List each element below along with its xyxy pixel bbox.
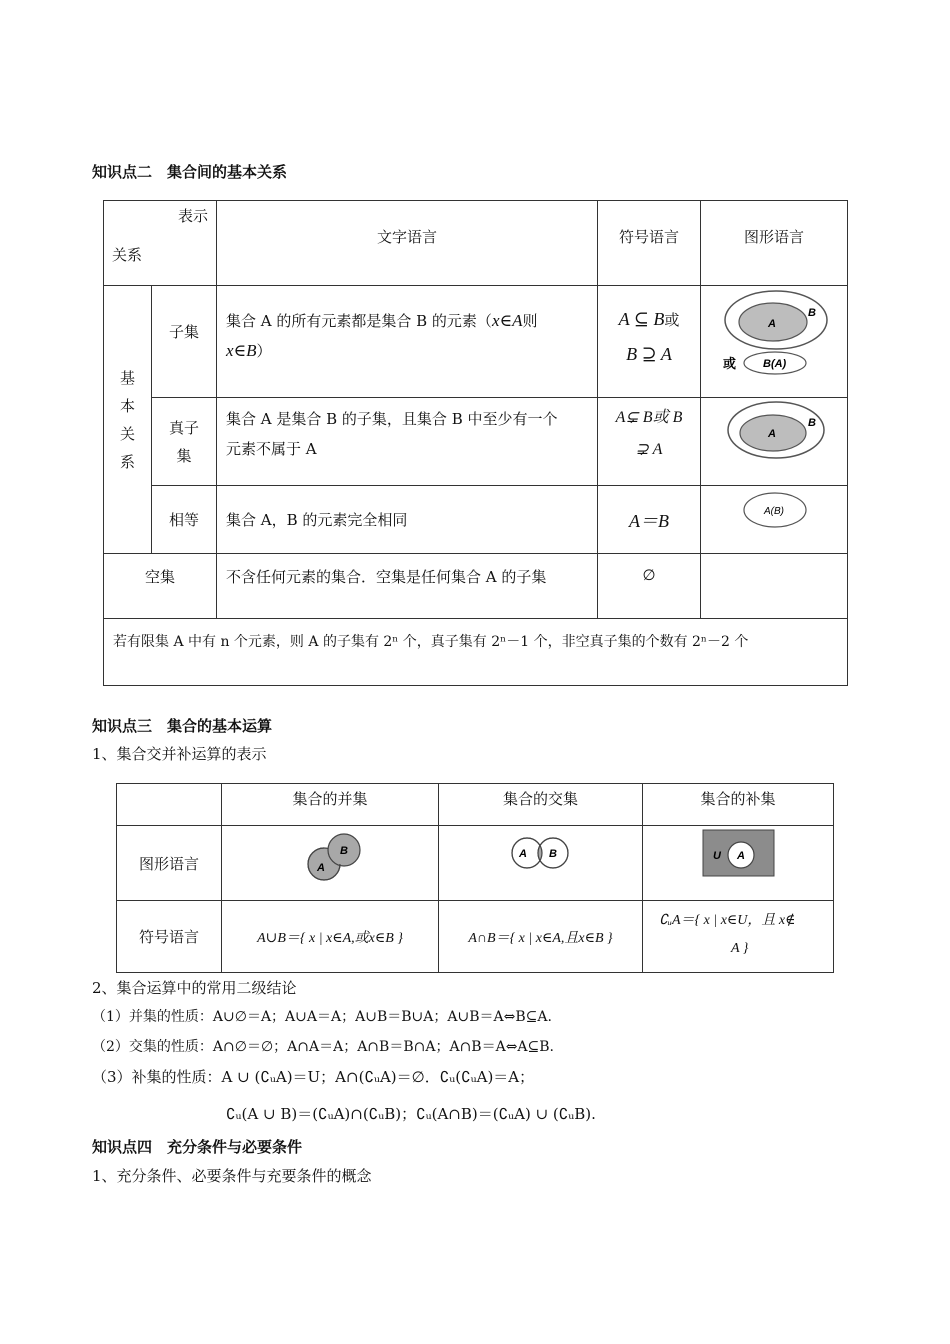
subset-text-a: 集合 A 的所有元素都是集合 B 的元素（ [226,312,492,330]
subset-symbol-or: 或 [664,311,680,329]
group-char: 基 [119,368,135,387]
subset-text-d: x∈B [226,341,257,360]
union-figure-cell [222,826,439,901]
proper-name-line2: 集 [176,446,192,465]
proper-label-b: B [808,417,816,429]
row-proper-subset-text [217,398,598,486]
proper-name-line1: 真子 [168,418,199,437]
row-equal-symbol: A＝B [598,486,701,554]
proper-text-line1: 集合 A 是集合 B 的子集，且集合 B 中至少有一个 [226,410,558,428]
header-corner [104,201,217,286]
row-proper-subset-symbol [598,398,701,486]
complement-venn [643,826,833,901]
equal-venn-figure [701,486,849,552]
table-footnote: 若有限集 A 中有 n 个元素，则 A 的子集有 2ⁿ 个，真子集有 2ⁿ－1 个，非空真子集的个数有 2ⁿ－2 个 [104,619,848,686]
union-properties: （1）并集的性质：A∪∅＝A；A∪A＝A；A∪B＝B∪A；A∪B＝A⇔B⊆A. [92,1009,552,1025]
section4-title: 知识点四 充分条件与必要条件 [92,1138,303,1156]
proper-symbol-a: A⊊ B或 B [615,409,683,426]
complement-label-u: U [713,850,721,862]
complement-figure-cell [643,826,834,901]
intersection-venn [439,826,642,901]
complement-properties-2: ∁ᵤ(A ∪ B)＝(∁ᵤA)∩(∁ᵤB)；∁ᵤ(A∩B)＝(∁ᵤA) ∪ (∁ᵤB). [226,1105,596,1123]
intersection-properties: （2）交集的性质：A∩∅＝∅；A∩A＝A；A∩B＝B∩A；A∩B＝A⇔A⊆B. [92,1039,555,1055]
complement-symbol-line2: A } [731,941,749,956]
intersection-label-a: A [519,848,527,860]
row-empty-name: 空集 [104,554,217,619]
subset-label-a: A [768,318,776,330]
row-equal-text: 集合 A，B 的元素完全相同 [217,486,598,554]
union-label-b: B [340,845,348,857]
union-symbol: A∪B＝{ x | x∈A,或x∈B } [222,901,439,973]
corner-bottom: 关系 [112,246,143,264]
relations-table [103,200,848,686]
row-subset-name: 子集 [152,286,217,398]
section3-sub1: 1、集合交并补运算的表示 [92,745,267,763]
section3-sub2: 2、集合运算中的常用二级结论 [92,979,297,997]
group-char: 系 [119,452,135,471]
union-label-a: A [317,862,325,874]
intersection-label-b: B [549,848,557,860]
proper-text-line2: 元素不属于 A [226,440,317,458]
header-symbol-lang: 符号语言 [598,201,701,286]
row-empty-figure [701,554,848,619]
subset-label-ba: B(A) [763,358,787,370]
union-venn [222,826,438,901]
row-empty-symbol: ∅ [598,554,701,619]
subset-figure-or: 或 [723,356,737,371]
header-figure-lang: 图形语言 [701,201,848,286]
ops-corner [117,784,222,826]
subset-symbol-b: B ⊇ A [626,344,672,364]
ops-row-figure: 图形语言 [117,826,222,901]
row-equal-name: 相等 [152,486,217,554]
intersection-figure-cell [439,826,643,901]
proper-venn-figure [701,398,849,484]
equal-label-ab: A(B) [764,506,784,517]
corner-top: 表示 [177,207,208,225]
row-equal-figure [701,486,848,554]
group-char: 关 [119,424,135,443]
complement-properties: （3）补集的性质：A ∪ (∁ᵤA)＝U；A∩(∁ᵤA)＝∅．∁ᵤ(∁ᵤA)＝A； [92,1068,535,1086]
complement-symbol-line1: ∁ᵤA＝{ x | x∈U，且 x∉ [659,913,796,928]
row-subset-text [217,286,598,398]
group-char: 本 [119,396,135,415]
subset-label-b: B [808,307,816,319]
complement-label-a: A [737,850,745,862]
ops-col-union: 集合的并集 [222,784,439,826]
ops-col-intersection: 集合的交集 [439,784,643,826]
section4-sub1: 1、充分条件、必要条件与充要条件的概念 [92,1167,372,1185]
group-basic-relations [104,286,152,554]
subset-text-e: ） [256,342,272,360]
row-subset-symbol [598,286,701,398]
row-proper-subset-figure [701,398,848,486]
complement-symbol [643,901,834,973]
subset-text-b: x∈A [491,311,523,330]
subset-symbol-a: A ⊆ B [618,309,665,329]
proper-label-a: A [768,428,776,440]
subset-text-c: 则 [522,312,538,330]
ops-row-symbol: 符号语言 [117,901,222,973]
row-proper-subset-name [152,398,217,486]
intersection-symbol: A∩B＝{ x | x∈A,且x∈B } [439,901,643,973]
row-subset-figure [701,286,848,398]
row-empty-text: 不含任何元素的集合．空集是任何集合 A 的子集 [217,554,598,619]
section2-title: 知识点二 集合间的基本关系 [92,163,288,181]
subset-venn-figure [701,286,849,394]
ops-col-complement: 集合的补集 [643,784,834,826]
proper-symbol-b: ⊋ A [635,441,663,458]
header-text-lang: 文字语言 [217,201,598,286]
section3-title: 知识点三 集合的基本运算 [92,717,273,735]
operations-table [116,783,834,973]
